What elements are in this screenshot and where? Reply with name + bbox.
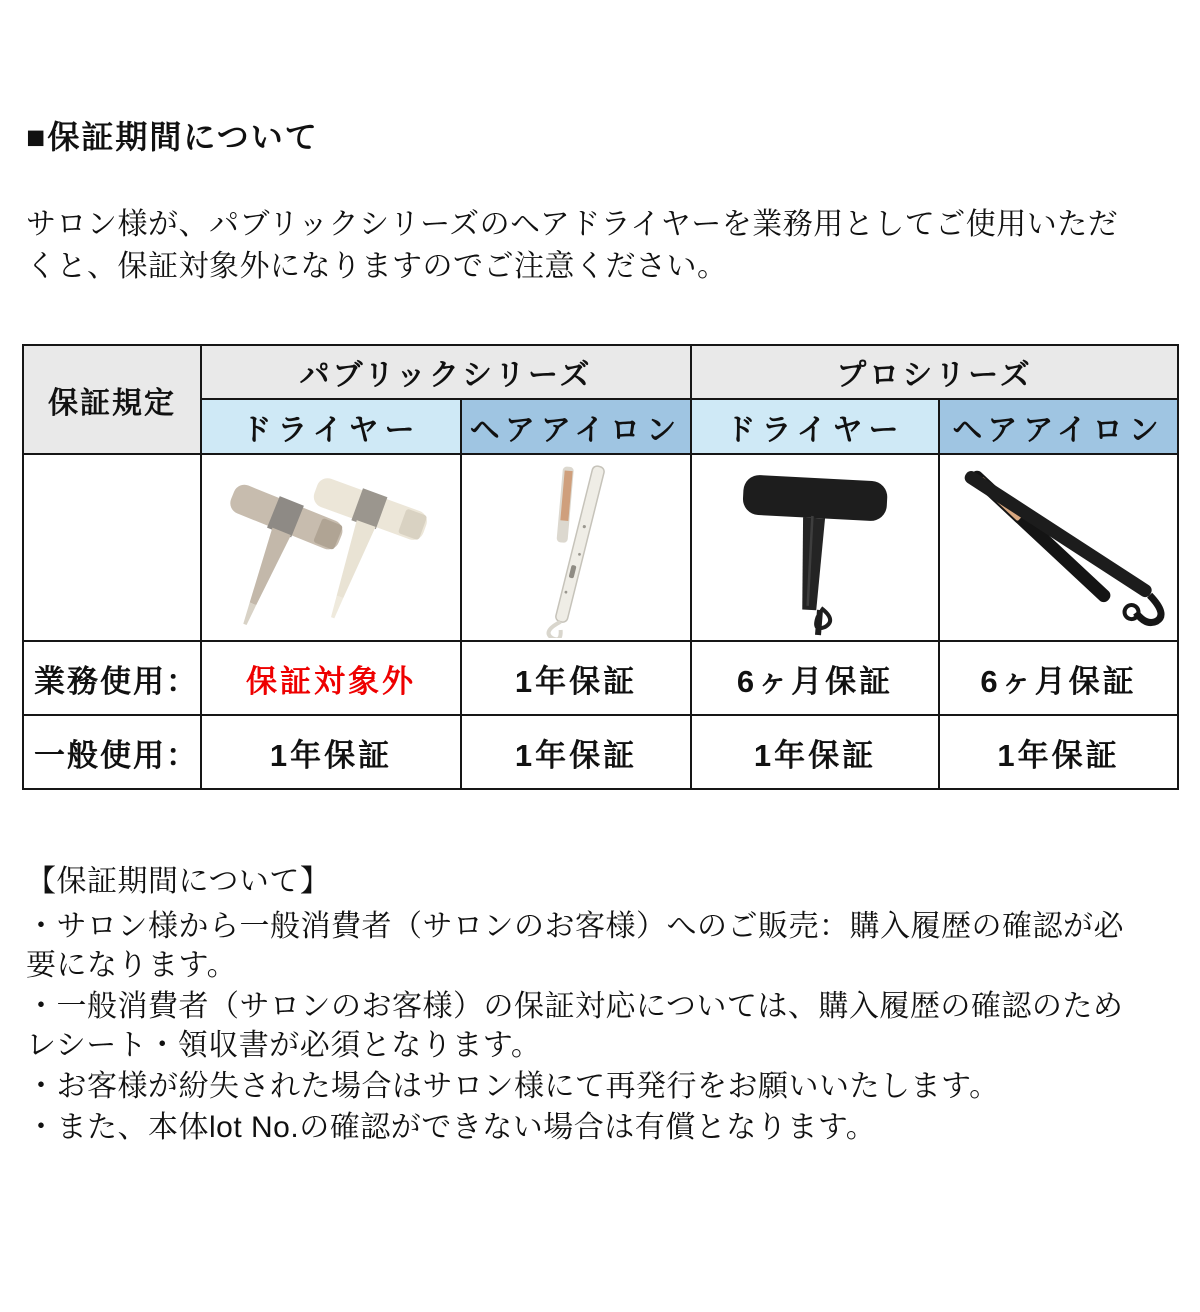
- product-header-public-iron: ヘアアイロン: [461, 399, 691, 454]
- note-item: ・お客様が紛失された場合はサロン様にて再発行をお願いいたします。: [26, 1070, 1000, 1103]
- general-pro-dryer-value: 1年保証: [691, 715, 939, 789]
- pro-series-dryer-image-cell: [691, 454, 939, 641]
- business-public-iron-value: 1年保証: [461, 641, 691, 715]
- note-item: ・また、本体lot No.の確認ができない場合は有償となります。: [26, 1111, 877, 1144]
- table-row-product-images: [23, 454, 1178, 641]
- public-series-dryers-image-cell: [201, 454, 461, 641]
- table-row-business-use: [23, 641, 1178, 715]
- public-series-iron-image: [463, 458, 689, 638]
- warranty-table: [22, 344, 1179, 790]
- general-public-iron-value: 1年保証: [461, 715, 691, 789]
- note-item: ・一般消費者（サロンのお客様）の保証対応については、購入履歴の確認のためレシート・領収書が必須となります。: [26, 990, 1124, 1062]
- row-label-general-use: 一般使用：: [23, 715, 201, 789]
- series-header-pro: プロシリーズ: [691, 345, 1178, 399]
- pro-series-dryer-image: [693, 458, 937, 638]
- product-header-pro-iron: ヘアアイロン: [939, 399, 1178, 454]
- general-public-dryer-value: 1年保証: [201, 715, 461, 789]
- intro-paragraph: サロン様が、パブリックシリーズのヘアドライヤーを業務用としてご使用いただくと、保証対象外になりますのでご注意ください。: [26, 208, 1119, 283]
- business-public-dryer-value: 保証対象外: [201, 641, 461, 715]
- pro-series-iron-image-cell: [939, 454, 1178, 641]
- business-pro-dryer-value: 6ヶ月保証: [691, 641, 939, 715]
- notes-heading: 【保証期間について】: [26, 865, 331, 898]
- series-header-public: パブリックシリーズ: [201, 345, 691, 399]
- public-series-iron-image-cell: [461, 454, 691, 641]
- product-header-pro-dryer: ドライヤー: [691, 399, 939, 454]
- note-item: ・サロン様から一般消費者（サロンのお客様）へのご販売：購入履歴の確認が必要になります。: [26, 910, 1124, 982]
- business-pro-iron-value: 6ヶ月保証: [939, 641, 1178, 715]
- public-series-dryers-image: [206, 458, 456, 638]
- empty-cell: [23, 454, 201, 641]
- product-header-public-dryer: ドライヤー: [201, 399, 461, 454]
- table-row-series-header: [23, 345, 1178, 399]
- warranty-document: [0, 112, 1200, 1147]
- page-title: ■保証期間について: [26, 119, 319, 155]
- general-pro-iron-value: 1年保証: [939, 715, 1178, 789]
- table-row-general-use: [23, 715, 1178, 789]
- warranty-notes: [26, 862, 1146, 1147]
- row-label-business-use: 業務使用：: [23, 641, 201, 715]
- corner-header-cell: 保証規定: [23, 345, 201, 454]
- pro-series-iron-image: [941, 458, 1176, 638]
